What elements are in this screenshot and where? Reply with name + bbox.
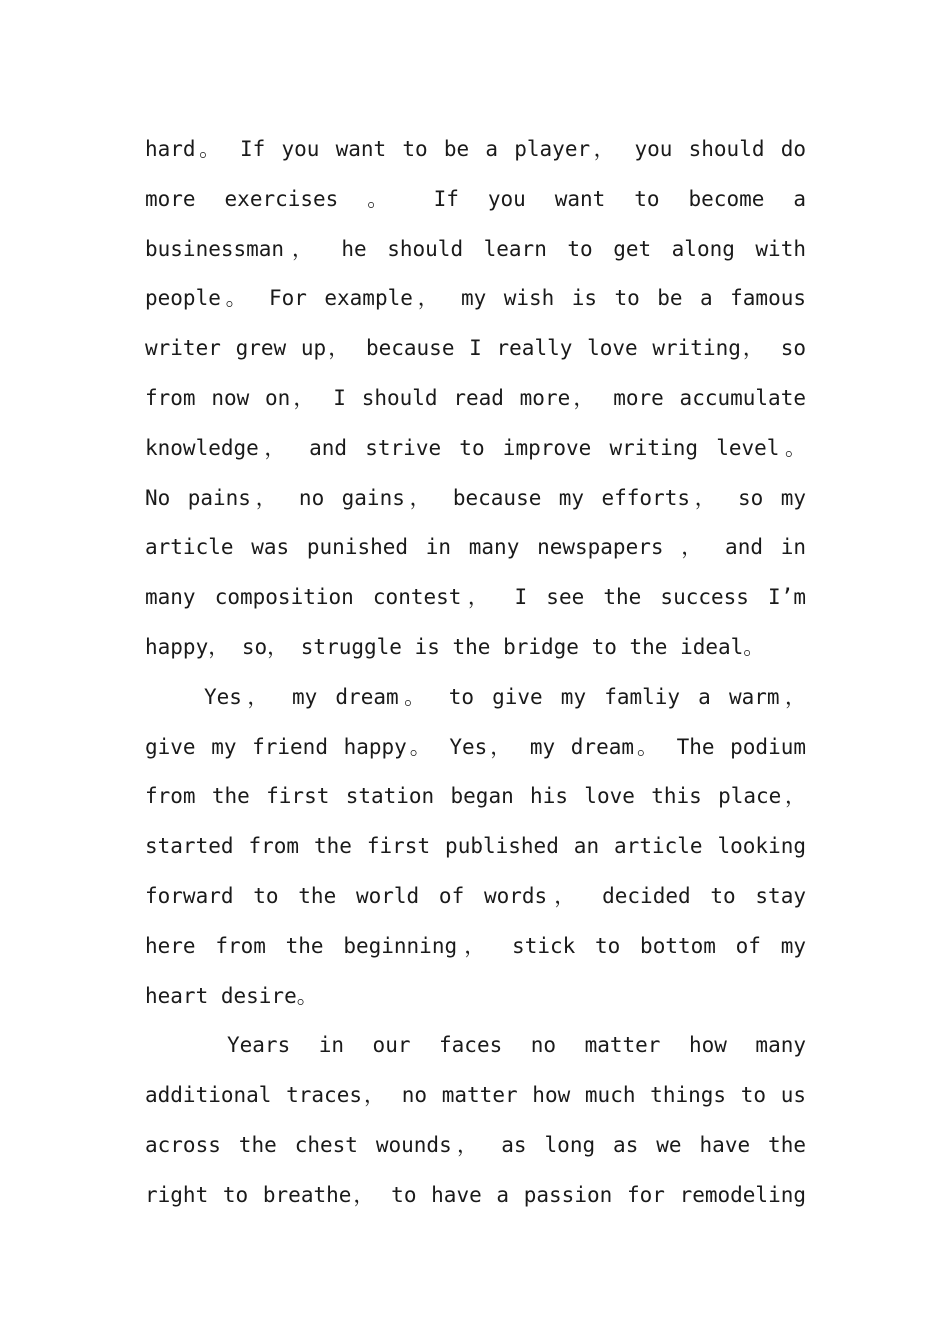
text-line: No pains， no gains， because my efforts， so my <box>145 485 806 510</box>
text-line: more exercises 。 If you want to become a <box>145 186 806 211</box>
text-line: from now on， I should read more， more accumulate <box>145 385 806 410</box>
text-line: knowledge， and strive to improve writing level。 <box>145 435 806 460</box>
text-line: give my friend happy。 Yes， my dream。 The podium <box>145 734 806 759</box>
text-line: forward to the world of words， decided to stay <box>145 883 806 908</box>
text-line: businessman， he should learn to get along with <box>145 236 806 261</box>
text-line: Yes， my dream。 to give my famliy a warm， <box>204 684 806 709</box>
document-body <box>145 125 806 1221</box>
text-line: additional traces， no matter how much things to us <box>145 1083 806 1108</box>
text-line: here from the beginning， stick to bottom of my <box>145 933 806 958</box>
text-line: writer grew up， because I really love writing， so <box>145 336 806 361</box>
text-line: started from the first published an article looking <box>145 834 806 859</box>
text-line: Years in our faces no matter how many <box>227 1033 806 1058</box>
text-line: from the first station began his love this place， <box>145 784 806 809</box>
text-line: hard。 If you want to be a player， you should do <box>145 137 806 161</box>
text-line: people。 For example， my wish is to be a famous <box>145 286 806 311</box>
text-line: across the chest wounds， as long as we have the <box>145 1132 806 1157</box>
text-line: article was punished in many newspapers ， and in <box>145 535 806 560</box>
text-line: happy， so， struggle is the bridge to the ideal。 <box>145 634 765 659</box>
text-line: many composition contest， I see the success I’m <box>145 585 806 610</box>
text-line: right to breathe， to have a passion for remodeling <box>145 1182 806 1207</box>
text-line: heart desire。 <box>145 983 318 1008</box>
